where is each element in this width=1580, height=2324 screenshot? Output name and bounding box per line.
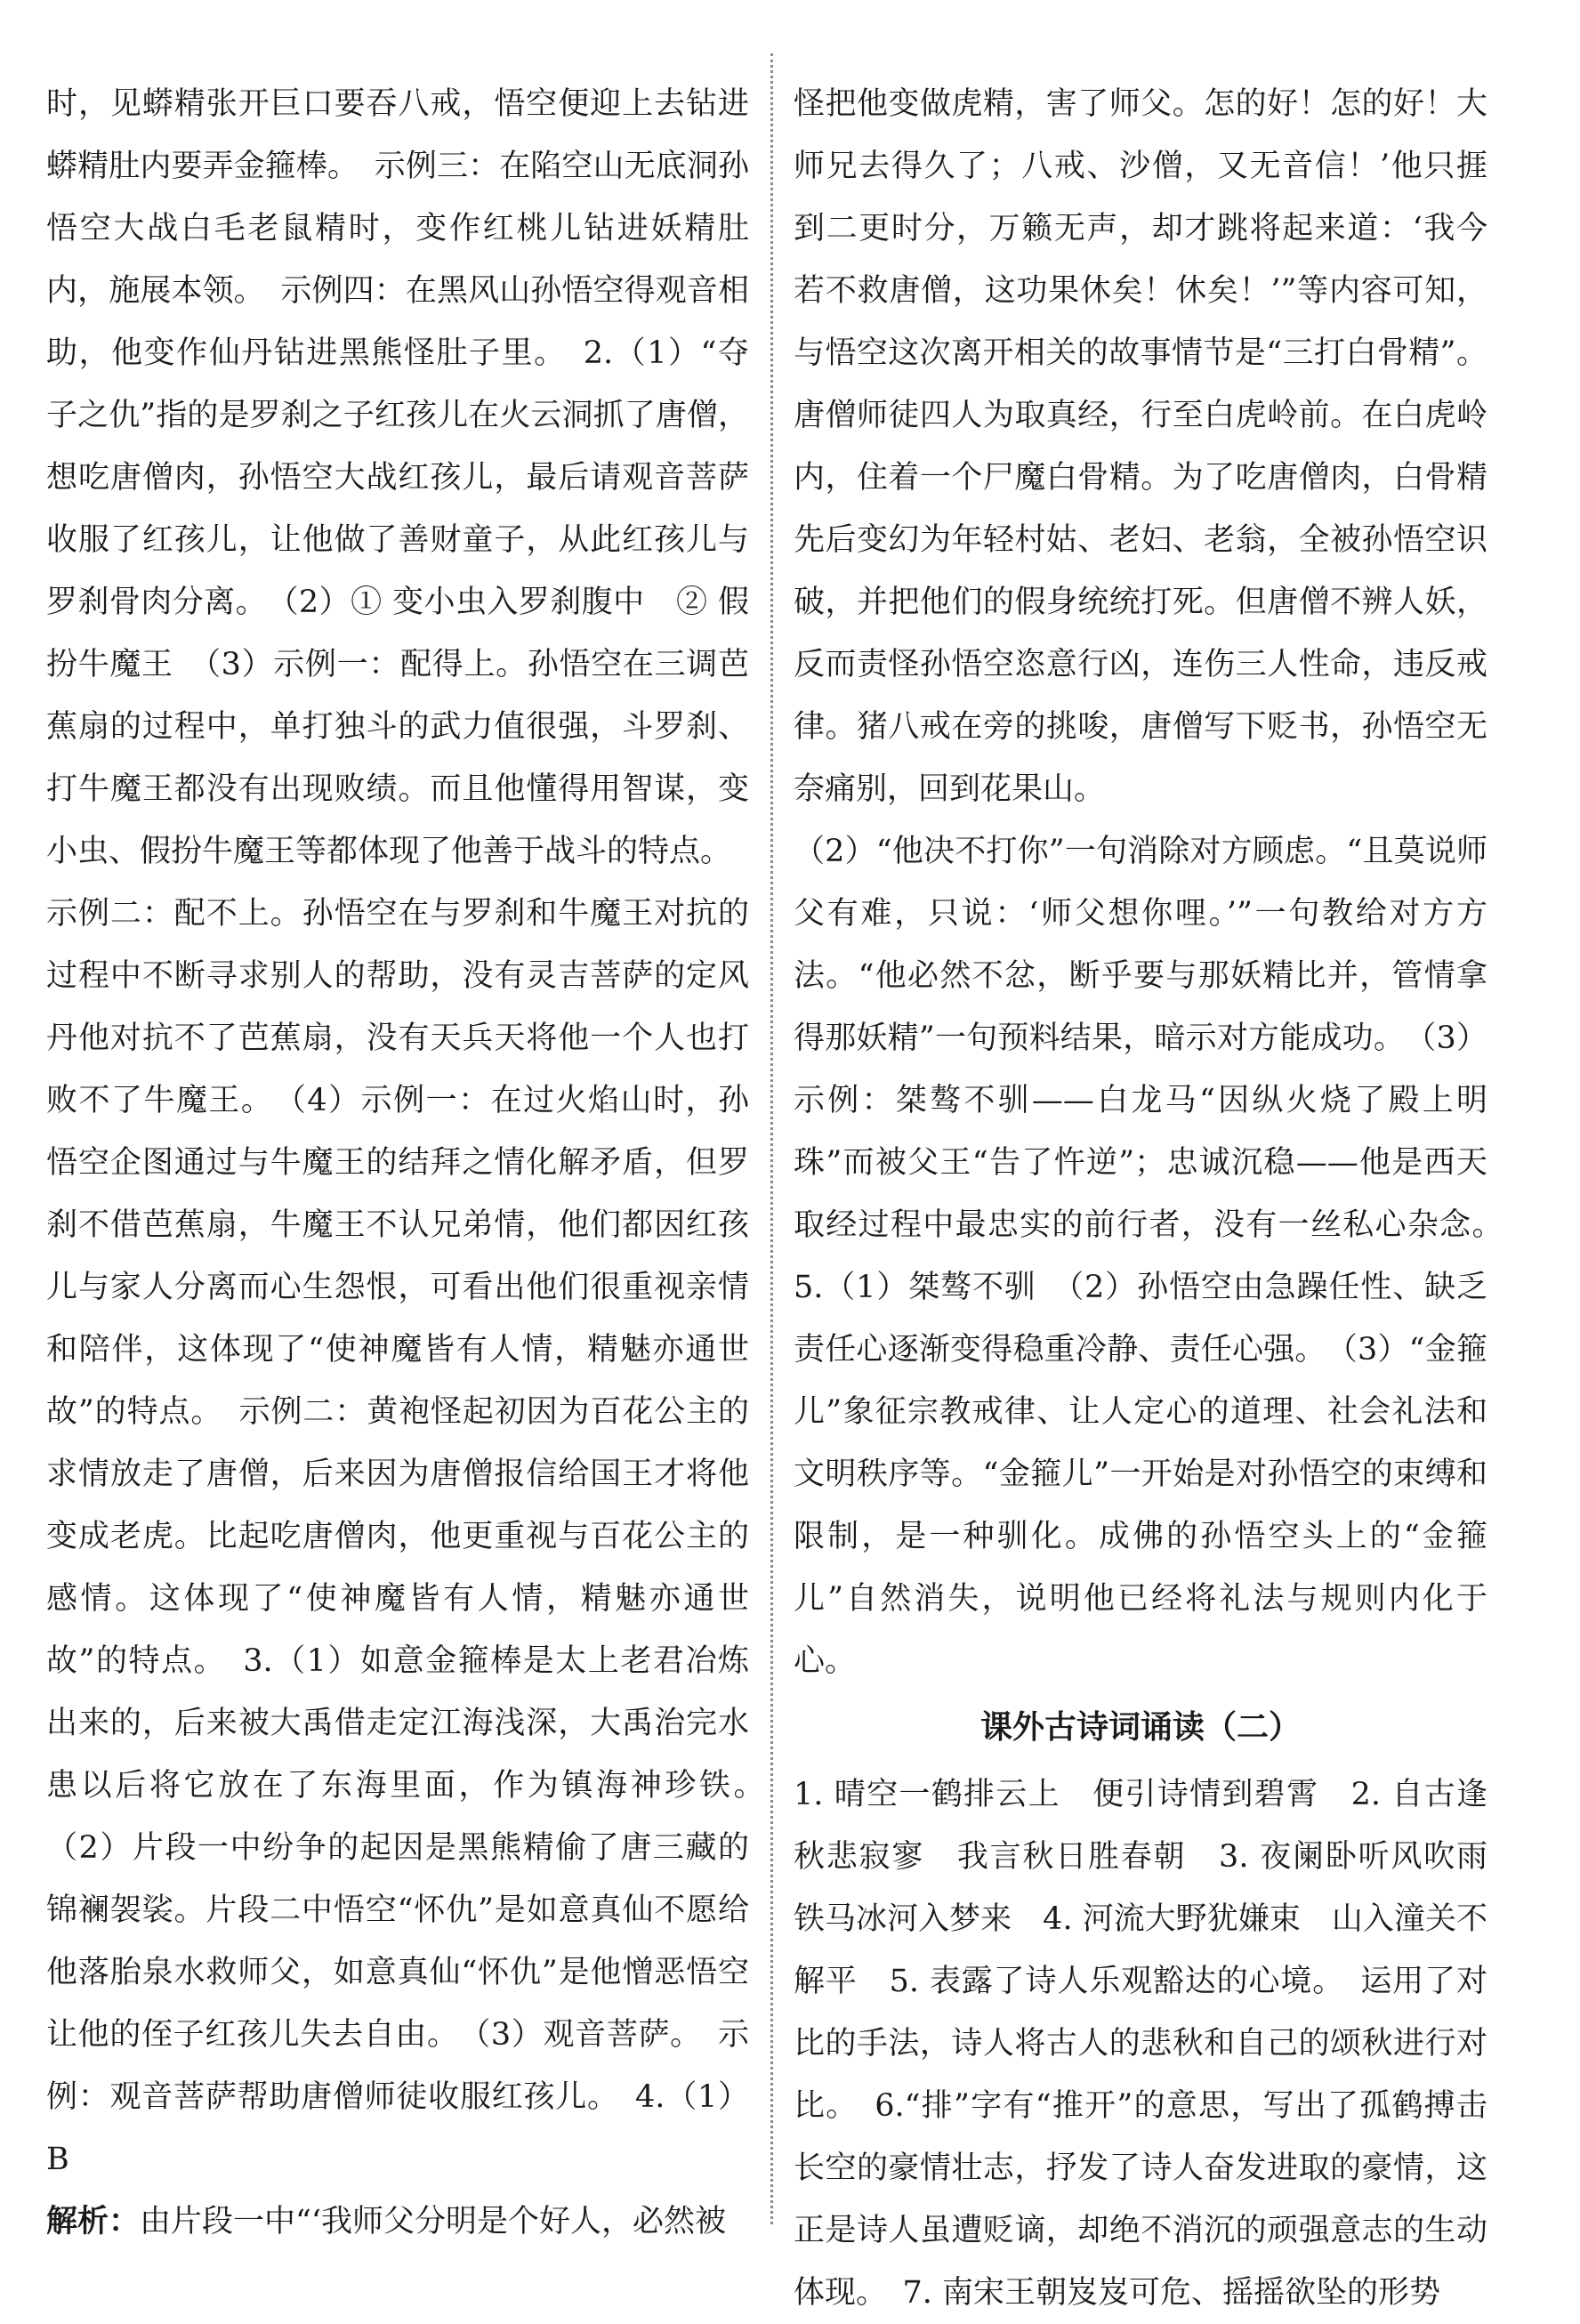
left-paragraph-2: 示例二：配不上。孙悟空在与罗刹和牛魔王对抗的过程中不断寻求别人的帮助，没有灵吉菩萨的定风丹他对抗不了芭蕉扇，没有天兵天将他一个人也打败不了牛魔王。 （4）示例一：在过火焰山时，孙悟空企图通过与牛魔王的结拜之情化解矛盾，但罗刹不借芭蕉扇，牛魔王不认兄弟情，他们都因红孩儿与家人分离而心生怨恨，可看出他们很重视亲情和陪伴，这体现了“使神魔皆有人情，精魅亦通世故”的特点。 示例二：黄袍怪起初因为百花公主的求情放走了唐僧，后来因为唐僧报信给国王才将他变成老虎。比起吃唐僧肉，他更重视与百花公主的感情。这体现了“使神魔皆有人情，精魅亦通世故”的特点。 3.（1）如意金箍棒是太上老君冶炼出来的，后来被大禹借走定江海浅深，大禹治完水患以后将它放在了东海里面，作为镇海神珍铁。 （2）片段一中纷争的起因是黑熊精偷了唐三藏的锦襕袈裟。片段二中悟空“怀仇”是如意真仙不愿给他落胎泉水救师父，如意真仙“怀仇”是他憎恶悟空让他的侄子红孩儿失去自由。 （3）观音菩萨。 示例：观音菩萨帮助唐僧师徒收服红孩儿。 4.（1）B [46, 896, 781, 2177]
analysis-paragraph [46, 2191, 749, 2253]
right-column [794, 73, 1520, 2324]
right-paragraph-1: 怪把他变做虎精，害了师父。怎的好！怎的好！大师兄去得久了；八戒、沙僧，又无音信！’他只捱到二更时分，万籁无声，却才跳将起来道：‘我今若不救唐僧，这功果休矣！休矣！’”等内容可知，与悟空这次离开相关的故事情节是“三打白骨精”。唐僧师徒四人为取真经，行至白虎岭前。在白虎岭内，住着一个尸魔白骨精。为了吃唐僧肉，白骨精先后变幻为年轻村姑、老妇、老翁，全被孙悟空识破，并把他们的假身统统打死。但唐僧不辨人妖，反而责怪孙悟空恣意行凶，连伤三人性命，违反戒律。猪八戒在旁的挑唆，唐僧写下贬书，孙悟空无奈痛别，回到花果山。 [794, 86, 1487, 807]
analysis-text: 由片段一中“‘我师父分明是个好人，必然被 [140, 2204, 727, 2239]
analysis-label: 解析： [46, 2204, 141, 2239]
section-title: 课外古诗词诵读（二） [979, 1709, 1301, 1746]
column-divider [770, 53, 773, 2224]
right-paragraph-2: （2）“他决不打你”一句消除对方顾虑。“且莫说师父有难，只说：‘师父想你哩。’”一句教给对方方法。“他必然不忿，断乎要与那妖精比并，管情拿得那妖精”一句预料结果，暗示对方能成功。 （3）示例：桀骜不驯——白龙马“因纵火烧了殿上明珠”而被父王“告了忤逆”；忠诚沉稳——他是西天取经过程中最忠实的前行者，没有一丝私心杂念。 5.（1）桀骜不驯 （2）孙悟空由急躁任性、缺乏责任心逐渐变得稳重冷静、责任心强。 （3）“金箍儿”象征宗教戒律、让人定心的道理、社会礼法和文明秩序等。“金箍儿”一开始是对孙悟空的束缚和限制，是一种驯化。成佛的孙悟空头上的“金箍儿”自然消失，说明他已经将礼法与规则内化于心。 [794, 834, 1520, 1679]
section-paragraph-1: 1. 晴空一鹤排云上 便引诗情到碧霄 2. 自古逢秋悲寂寥 我言秋日胜春朝 3. 夜阑卧听风吹雨 铁马冰河入梦来 4. 河流大野犹嫌束 山入潼关不解平 5. 表露了诗人乐观豁达的心境。 运用了对比的手法，诗人将古人的悲秋和自己的颂秋进行对比。 6.“排”字有“推开”的意思，写出了孤鹤搏击长空的豪情壮志，抒发了诗人奋发进取的豪情，这正是诗人虽遭贬谪，却绝不消沉的顽强意志的生动体现。 7. 南宋王朝岌岌可危、摇摇欲坠的形势 [794, 1777, 1520, 2311]
left-column [46, 73, 781, 2253]
left-paragraph-1: 时，见蟒精张开巨口要吞八戒，悟空便迎上去钻进蟒精肚内要弄金箍棒。 示例三：在陷空山无底洞孙悟空大战白毛老鼠精时，变作红桃儿钻进妖精肚内，施展本领。 示例四：在黑风山孙悟空得观音相助，他变作仙丹钻进黑熊怪肚子里。 2.（1）“夺子之仇”指的是罗刹之子红孩儿在火云洞抓了唐僧，想吃唐僧肉，孙悟空大战红孩儿，最后请观音菩萨收服了红孩儿，让他做了善财童子，从此红孩儿与罗刹骨肉分离。 （2）① 变小虫入罗刹腹中 ② 假扮牛魔王 （3）示例一：配得上。孙悟空在三调芭蕉扇的过程中，单打独斗的武力值很强，斗罗刹、打牛魔王都没有出现败绩。而且他懂得用智谋，变小虫、假扮牛魔王等都体现了他善于战斗的特点。 [46, 86, 749, 869]
